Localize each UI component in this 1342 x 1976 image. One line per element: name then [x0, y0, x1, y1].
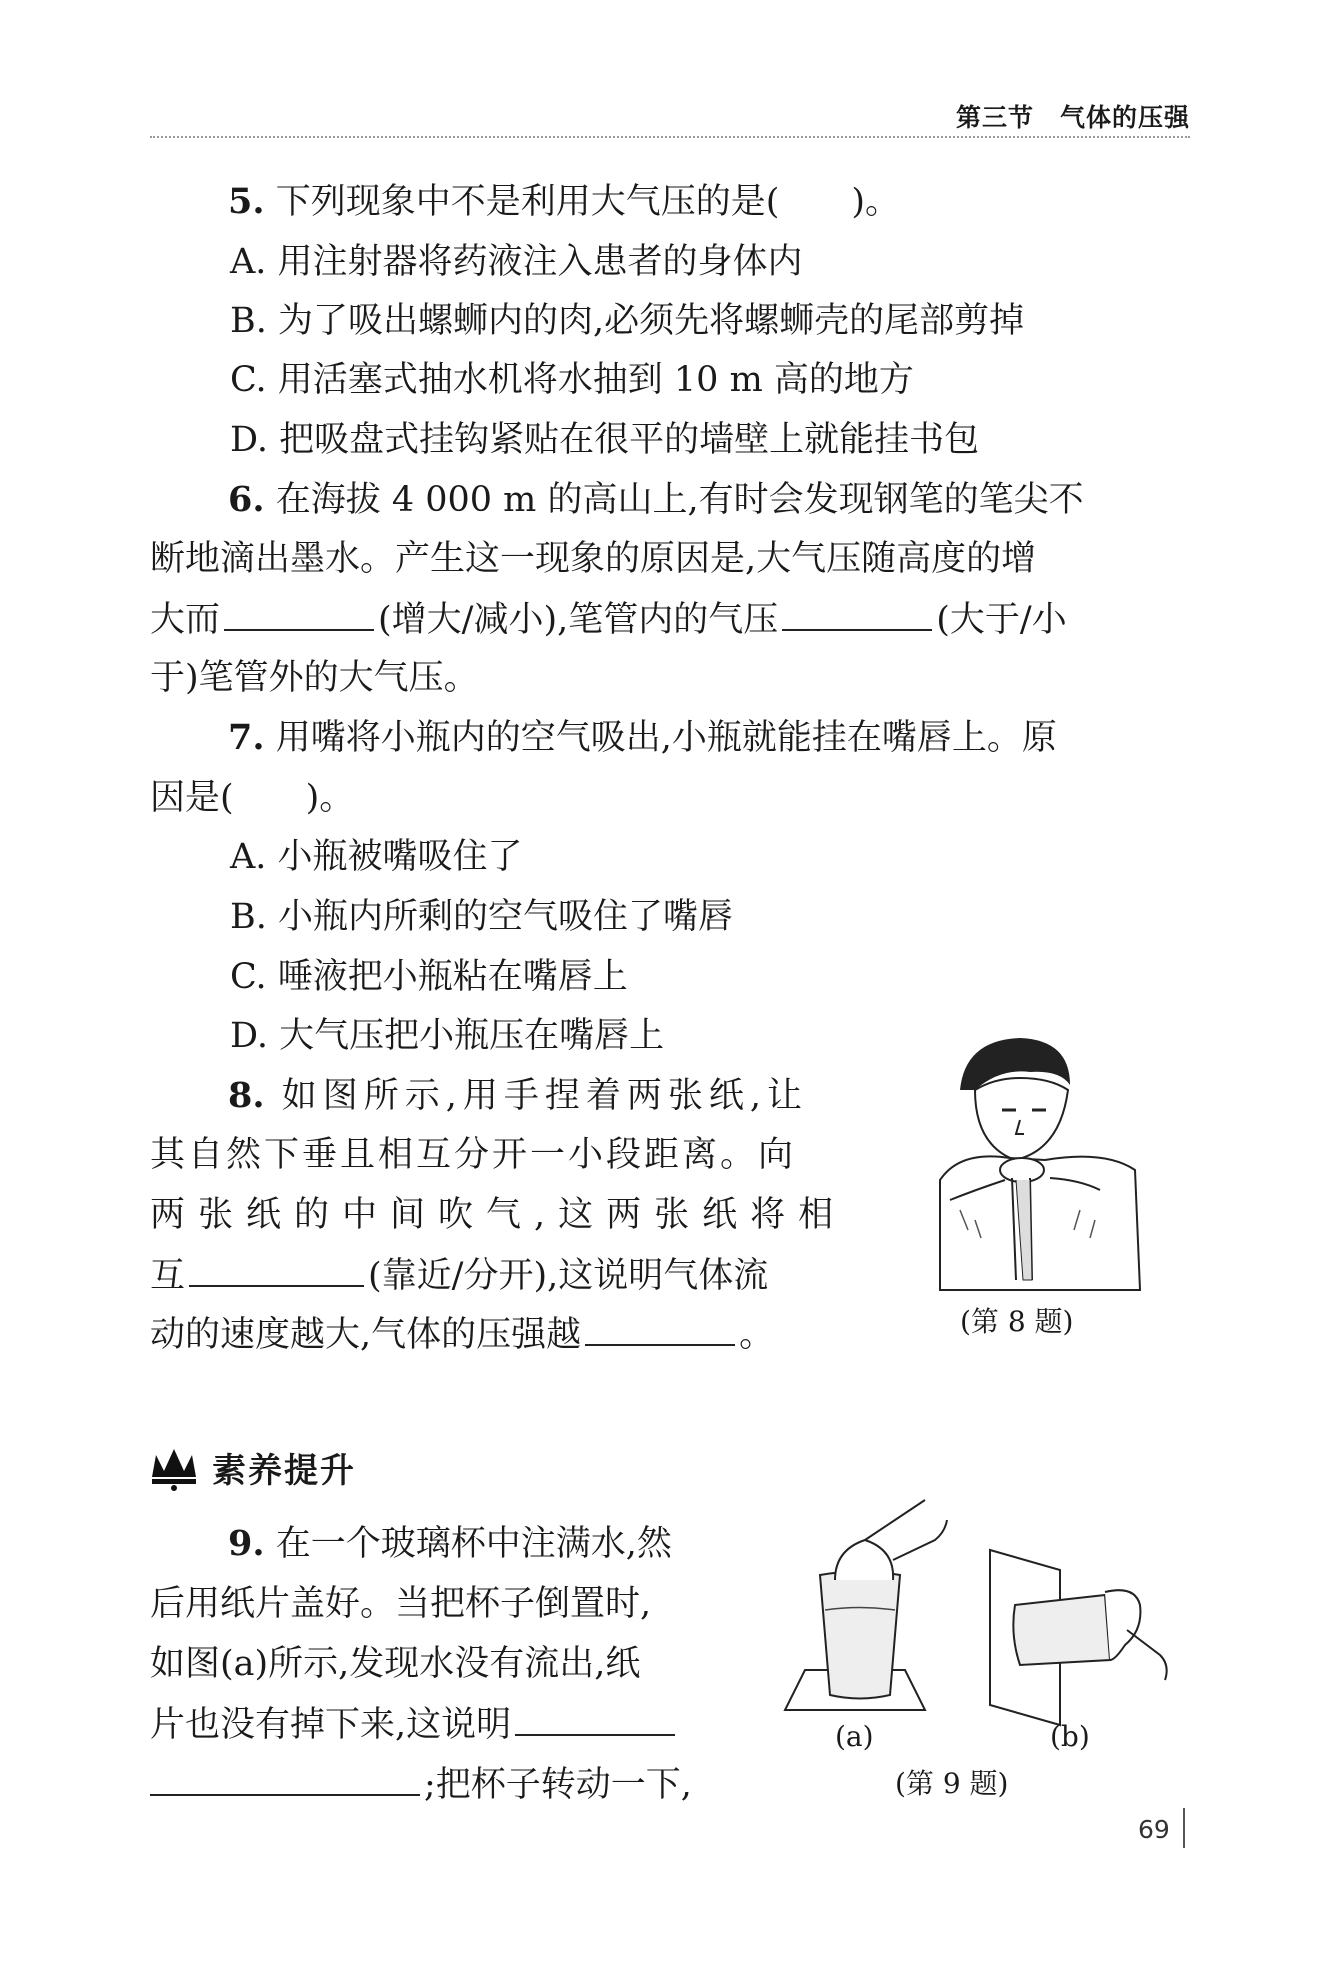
- q8-line-5b: 。: [739, 1315, 775, 1355]
- q5-option-b: B. 为了吸出螺蛳内的肉,必须先将螺蛳壳的尾部剪掉: [230, 301, 1025, 341]
- q7-line-1: [228, 716, 1268, 760]
- q9-figure-inverted-cup: [775, 1480, 1195, 1730]
- page-number-divider: [1183, 1808, 1185, 1848]
- q5-stem: [228, 180, 1268, 224]
- q8-figure-caption: (第 8 题): [960, 1305, 1074, 1338]
- q9-label-a: (a): [835, 1720, 874, 1753]
- q6-number: 6.: [228, 479, 265, 520]
- q8-blank-2[interactable]: [585, 1312, 735, 1346]
- q5-stem-end: )。: [851, 182, 900, 222]
- q9-line-1-text: 在一个玻璃杯中注满水,然: [275, 1524, 672, 1564]
- q8-line-4a: 互: [150, 1256, 186, 1296]
- q9-figure-caption: (第 9 题): [895, 1767, 1009, 1800]
- q7-line-2: [150, 776, 1190, 820]
- q8-line-3: 两张纸的中间吹气,这两张纸将相: [150, 1195, 847, 1235]
- q6-line-1: [228, 478, 1268, 522]
- q9-line-3: 如图(a)所示,发现水没有流出,纸: [150, 1644, 641, 1684]
- q7-line-2b: )。: [305, 778, 355, 818]
- q5-stem-text: 下列现象中不是利用大气压的是(: [275, 182, 780, 222]
- q7-option-d: D. 大气压把小瓶压在嘴唇上: [230, 1016, 665, 1056]
- crown-icon: [148, 1445, 200, 1491]
- q9-blank-1a[interactable]: [515, 1702, 675, 1736]
- q8-line-5a: 动的速度越大,气体的压强越: [150, 1315, 582, 1355]
- q9-number: 9.: [228, 1523, 265, 1564]
- q9-blank-1b[interactable]: [150, 1762, 420, 1796]
- q8-line-1-text: 如图所示,用手捏着两张纸,让: [281, 1076, 808, 1116]
- q6-line-3c: (大于/小: [936, 600, 1067, 640]
- q9-line-2: 后用纸片盖好。当把杯子倒置时,: [150, 1584, 652, 1624]
- q6-line-2: 断地滴出墨水。产生这一现象的原因是,大气压随高度的增: [150, 539, 1037, 579]
- q6-line-3: [150, 597, 1190, 642]
- q8-line-2: 其自然下垂且相互分开一小段距离。向: [150, 1135, 797, 1175]
- q6-line-3b: (增大/减小),笔管内的气压: [378, 600, 779, 640]
- q5-option-a: A. 用注射器将药液注入患者的身体内: [230, 242, 803, 282]
- q9-line-5-text: ;把杯子转动一下,: [424, 1765, 692, 1805]
- q8-blank-1[interactable]: [189, 1253, 364, 1287]
- q7-number: 7.: [228, 717, 265, 758]
- section-heading: [148, 1443, 356, 1492]
- q8-number: 8.: [228, 1075, 265, 1116]
- q6-blank-2[interactable]: [782, 597, 932, 631]
- q7-option-a: A. 小瓶被嘴吸住了: [230, 837, 523, 877]
- q7-option-b: B. 小瓶内所剩的空气吸住了嘴唇: [230, 897, 733, 937]
- q9-line-4-text: 片也没有掉下来,这说明: [150, 1705, 512, 1745]
- q6-line-4: 于)笔管外的大气压。: [150, 658, 479, 698]
- q9-label-b: (b): [1050, 1720, 1090, 1753]
- q6-line-3a: 大而: [150, 600, 221, 640]
- q5-number: 5.: [228, 181, 265, 222]
- q7-line-2a: 因是(: [150, 778, 234, 818]
- section-header-title: 第三节 气体的压强: [955, 103, 1190, 132]
- q8-line-4b: (靠近/分开),这说明气体流: [368, 1256, 769, 1296]
- q9-line-5: [150, 1762, 1190, 1807]
- page-header: [150, 96, 1190, 138]
- q5-option-d: D. 把吸盘式挂钩紧贴在很平的墙壁上就能挂书包: [230, 420, 980, 460]
- q5-option-c: C. 用活塞式抽水机将水抽到 10 m 高的地方: [230, 360, 914, 400]
- section-title: 素养提升: [212, 1451, 356, 1491]
- q8-figure-boy-blowing-paper: [920, 1030, 1160, 1300]
- q6-line-1-text: 在海拔 4 000 m 的高山上,有时会发现钢笔的笔尖不: [275, 480, 1084, 520]
- page-number: 69: [1138, 1815, 1170, 1844]
- q7-line-1-text: 用嘴将小瓶内的空气吸出,小瓶就能挂在嘴唇上。原: [275, 718, 1057, 758]
- q6-blank-1[interactable]: [224, 597, 374, 631]
- q7-option-c: C. 唾液把小瓶粘在嘴唇上: [230, 957, 628, 997]
